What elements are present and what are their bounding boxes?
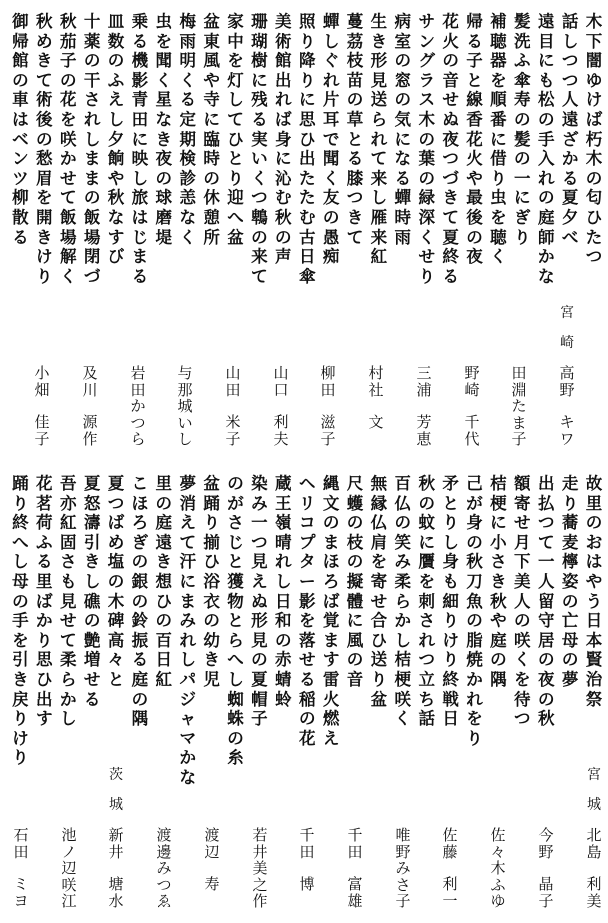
author-name: 今 野 晶 子 bbox=[538, 826, 554, 910]
author-name: 三 浦 芳 恵 bbox=[416, 364, 432, 448]
haiku-line: 盆 東 風 や 寺 に 臨 時 の 休 憩 所 bbox=[203, 12, 220, 247]
haiku-line: 尺 蠖 の 枝 の 擬 體 に 風 の 音 bbox=[346, 474, 364, 689]
author-name: 田 淵 た ま 子 bbox=[511, 364, 527, 448]
haiku-line: 百 仏 の 笑 み 柔 ら か し 桔 梗 咲 く bbox=[394, 474, 412, 729]
haiku-line: 縄 文 の ま ほ ろ ば 覚 ま す 雷 火 燃 え bbox=[322, 474, 340, 748]
author-name: 石 田 ミ ヨ bbox=[13, 826, 29, 910]
upper-haiku-section bbox=[0, 0, 608, 460]
author-name: 唯 野 み さ 子 bbox=[395, 826, 411, 910]
haiku-line: 乗 る 機 影 青 田 に 映 し 旅 は じ ま る bbox=[131, 12, 149, 286]
prefecture-label: 茨 城 bbox=[109, 767, 123, 813]
haiku-line: 花 茗 荷 ふ る 里 ば か り 思 ひ 出 す bbox=[36, 474, 53, 729]
author-name: 千 田 富 雄 bbox=[347, 826, 363, 910]
author-name: 山 田 米 子 bbox=[225, 364, 241, 448]
haiku-line: 話 し つ つ 人 遠 ざ か る 夏 夕 べ bbox=[561, 12, 579, 247]
haiku-line: 生 き 形 見 送 ら れ て 来 し 雁 来 紅 bbox=[370, 12, 388, 267]
haiku-line: 病 室 の 窓 の 気 に な る 蟬 時 雨 bbox=[394, 12, 412, 247]
haiku-line: 踊 り 終 へ し 母 の 手 を 引 き 戻 り け り bbox=[12, 474, 29, 768]
haiku-line: 里 の 庭 遠 き 想 ひ の 百 日 紅 bbox=[155, 474, 173, 689]
haiku-line: 額 寄 せ 月 下 美 人 の 咲 く を 待 つ bbox=[514, 474, 531, 729]
haiku-line: 虫 を 聞 く 星 な き 夜 の 球 磨 堤 bbox=[155, 12, 173, 247]
author-name: 野 崎 千 代 bbox=[464, 364, 480, 448]
haiku-line: 髪 洗 ふ 傘 寿 の 髪 の 一 に ぎ り bbox=[514, 12, 531, 247]
haiku-line: 家 中 を 灯 し て ひ と り 迎 へ 盆 bbox=[227, 12, 244, 247]
author-name: 千 田 博 bbox=[299, 826, 315, 893]
haiku-line: 秋 め き て 術 後 の 愁 眉 を 開 き け り bbox=[36, 12, 53, 286]
haiku-line: 十 薬 の 干 さ れ し ま ま の 飯 場 閉 づ bbox=[83, 12, 101, 286]
haiku-line: 蔵 王 嶺 晴 れ し 日 和 の 赤 蜻 蛉 bbox=[275, 474, 292, 709]
haiku-line: サ ン グ ラ ス 木 の 葉 の 緑 深 く せ り bbox=[418, 12, 435, 286]
author-name: 佐 藤 利 一 bbox=[442, 826, 458, 910]
author-name: 柳 田 滋 子 bbox=[320, 364, 336, 448]
haiku-line: 秋 の 蚊 に 贋 を 刺 さ れ つ 立 ち 話 bbox=[418, 474, 435, 729]
haiku-line: 帰 る 子 と 線 香 花 火 や 最 後 の 夜 bbox=[466, 12, 483, 267]
haiku-line: 染 み 一 つ 見 え ぬ 形 見 の 夏 帽 子 bbox=[251, 474, 268, 729]
author-name: 池 ノ 辺 咲 江 bbox=[61, 826, 77, 910]
author-name: 若 井 美 之 作 bbox=[252, 826, 268, 910]
haiku-line: 蟬 し ぐ れ 片 耳 で 聞 く 友 の 愚 痴 bbox=[322, 12, 340, 267]
author-name: 高 野 キ ワ bbox=[559, 364, 575, 448]
author-name: 山 口 利 夫 bbox=[273, 364, 289, 448]
haiku-line: ヘ リ コ プ タ ー 影 を 落 せ る 稲 の 花 bbox=[298, 474, 316, 748]
haiku-line: 出 払 つ て 一 人 留 守 居 の 夜 の 秋 bbox=[537, 474, 555, 729]
haiku-line: 夏 つ ば め 塩 の 木 碑 高 々 と bbox=[107, 474, 125, 689]
author-name: 渡 辺 寿 bbox=[204, 826, 220, 893]
haiku-line: の が さ じ と 獲 物 と ら へ し 蜘 蛛 の 糸 bbox=[227, 474, 244, 768]
haiku-line: 花 火 の 音 せ ぬ 夜 つ づ き て 夏 終 る bbox=[442, 12, 459, 286]
author-name: 佐 々 木 ふ ゆ bbox=[490, 826, 506, 910]
lower-haiku-section bbox=[0, 462, 608, 923]
haiku-line: 美 術 館 出 れ ば 身 に 沁 む 秋 の 声 bbox=[275, 12, 292, 267]
prefecture-label: 宮 崎 bbox=[560, 305, 574, 351]
author-name: 岩 田 か つ ら bbox=[130, 364, 146, 448]
author-name: 渡 邊 み つ ゑ bbox=[156, 826, 172, 910]
author-name: 及 川 源 作 bbox=[82, 364, 98, 448]
haiku-line: こ ほ ろ ぎ の 銀 の 鈴 振 る 庭 の 隅 bbox=[131, 474, 149, 729]
haiku-line: 御 帰 館 の 車 は ベ ン ツ 柳 散 る bbox=[12, 12, 29, 247]
haiku-line: 夏 怒 濤 引 き し 礁 の 艶 増 せ る bbox=[83, 474, 101, 709]
author-name: 新 井 塘 水 bbox=[108, 826, 124, 910]
haiku-line: 夢 消 え て 汗 に ま み れ し パ ジ ャ マ か な bbox=[179, 474, 196, 787]
haiku-line: 木 下 闇 ゆ け ば 朽 木 の 匂 ひ た つ bbox=[585, 12, 603, 267]
author-name: 村 社 文 bbox=[368, 364, 384, 431]
haiku-line: 矛 と り し 身 も 細 り け り 終 戦 日 bbox=[442, 474, 459, 729]
haiku-line: 故 里 の お は や う 日 本 賢 治 祭 bbox=[585, 474, 603, 709]
author-name: 小 畑 佳 子 bbox=[34, 364, 50, 448]
haiku-line: 珊 瑚 樹 に 残 る 実 い く つ 鵯 の 来 て bbox=[251, 12, 268, 286]
haiku-line: 補 聴 器 を 順 番 に 借 り 虫 を 聴 く bbox=[490, 12, 507, 267]
haiku-line: 遠 目 に も 松 の 手 入 れ の 庭 師 か な bbox=[537, 12, 555, 286]
haiku-line: 走 り 蕎 麦 檸 姿 の 亡 母 の 夢 bbox=[561, 474, 579, 689]
haiku-line: 己 が 身 の 秋 刀 魚 の 脂 焼 か れ を り bbox=[466, 474, 483, 748]
haiku-line: 照 り 降 り に 思 ひ 出 た た む 古 日 傘 bbox=[298, 12, 316, 286]
haiku-line: 皿 数 の ふ え し 夕 餉 や 秋 な す び bbox=[107, 12, 125, 267]
haiku-line: 桔 梗 に 小 さ き 秋 や 庭 の 隅 bbox=[490, 474, 507, 689]
haiku-line: 梅 雨 明 く る 定 期 検 診 恙 な く bbox=[179, 12, 196, 247]
haiku-line: 秋 茄 子 の 花 を 咲 か せ て 飯 場 解 く bbox=[59, 12, 77, 286]
author-name: 与 那 城 い し bbox=[177, 364, 193, 448]
prefecture-label: 宮 城 bbox=[587, 767, 601, 813]
author-name: 北 島 利 美 bbox=[586, 826, 602, 910]
haiku-line: 無 縁 仏 肩 を 寄 せ 合 ひ 送 り 盆 bbox=[370, 474, 388, 709]
haiku-line: 吾 亦 紅 固 さ も 見 せ て 柔 ら か し bbox=[59, 474, 77, 729]
haiku-line: 蔓 茘 枝 苗 の 草 と る 膝 つ き て bbox=[346, 12, 364, 247]
haiku-line: 盆 踊 り 揃 ひ 浴 衣 の 幼 き 児 bbox=[203, 474, 220, 689]
